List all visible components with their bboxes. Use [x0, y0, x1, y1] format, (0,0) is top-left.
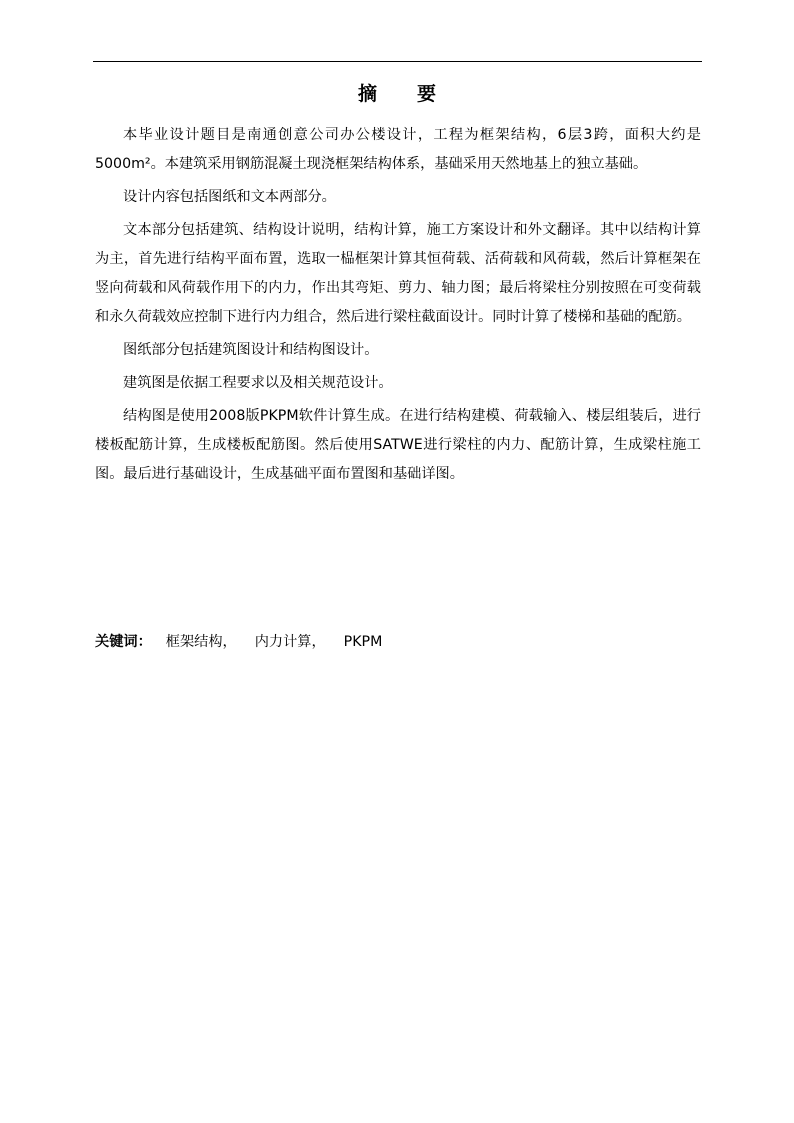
abstract-paragraph-6: 结构图是使用2008版PKPM软件计算生成。在进行结构建模、荷载输入、楼层组装后，进行楼板配筋计算，生成楼板配筋图。然后使用SATWE进行梁柱的内力、配筋计算，生成梁柱施工图。最后进行基础设计，生成基础平面布置图和基础详图。: [95, 408, 701, 482]
keyword-2: 内力计算，: [254, 634, 326, 650]
abstract-paragraph-5: 建筑图是依据工程要求以及相关规范设计。: [123, 375, 393, 391]
title-char-2: 要: [417, 83, 437, 105]
abstract-title: [0, 81, 794, 107]
keywords-label: 关键词：: [95, 634, 152, 650]
header-rule: [93, 61, 702, 62]
keyword-3: PKPM: [343, 634, 383, 650]
abstract-paragraph-1: 本毕业设计题目是南通创意公司办公楼设计，工程为框架结构，6层3跨，面积大约是5000m²。本建筑采用钢筋混凝土现浇框架结构体系，基础采用天然地基上的独立基础。: [95, 127, 701, 172]
abstract-body: [95, 121, 701, 493]
keywords-line: [95, 629, 701, 655]
abstract-paragraph-3: 文本部分包括建筑、结构设计说明，结构计算，施工方案设计和外文翻译。其中以结构计算为主，首先进行结构平面布置，选取一榀框架计算其恒荷载、活荷载和风荷载，然后计算框架在竖向荷载和风荷载作用下的内力，作出其弯矩、剪力、轴力图；最后将梁柱分别按照在可变荷载和永久荷载效应控制下进行内力组合，然后进行梁柱截面设计。同时计算了楼梯和基础的配筋。: [95, 222, 701, 325]
title-char-1: 摘: [357, 83, 377, 105]
abstract-paragraph-4: 图纸部分包括建筑图设计和结构图设计。: [123, 342, 379, 358]
keyword-1: 框架结构，: [165, 634, 237, 650]
abstract-paragraph-2: 设计内容包括图纸和文本两部分。: [123, 189, 336, 205]
